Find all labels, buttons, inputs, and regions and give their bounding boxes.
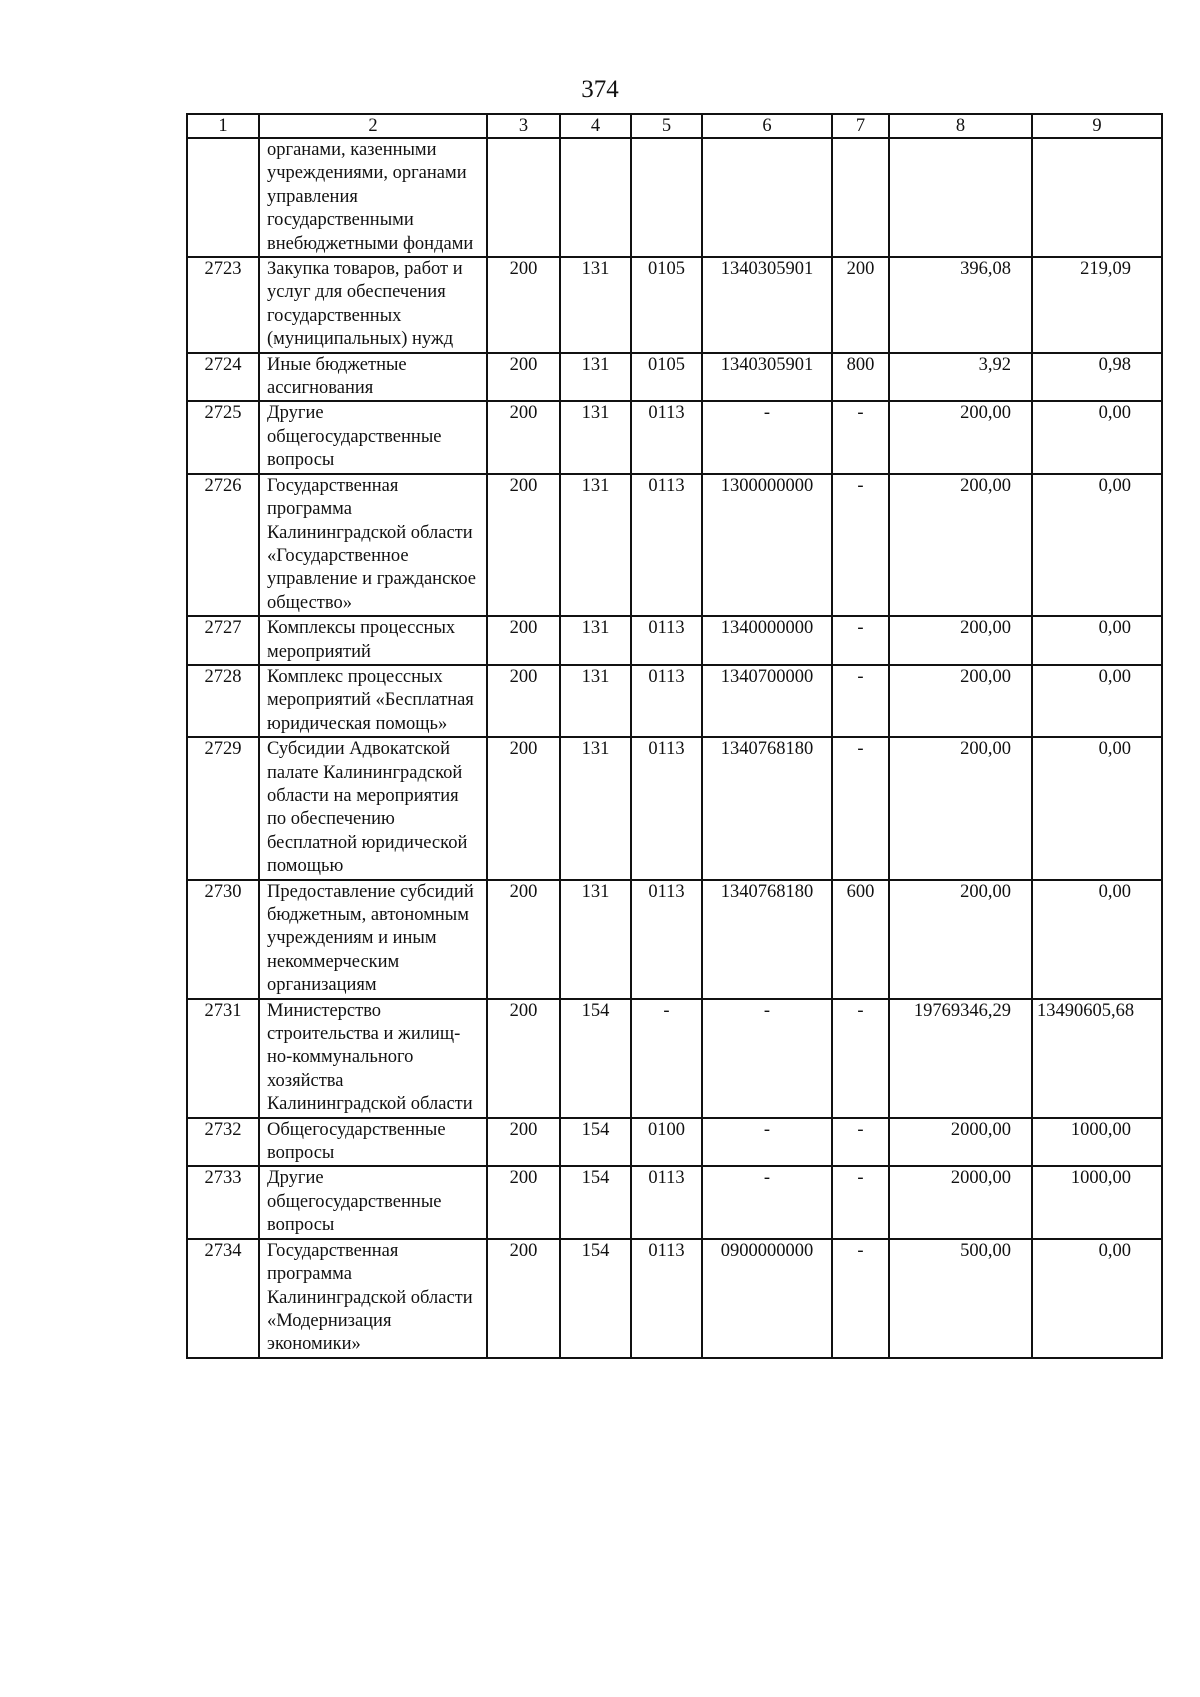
col7-cell: - — [832, 1166, 889, 1238]
table-row — [187, 1239, 1162, 1358]
row-name-cell: Министерство строительства и жилищ-но-коммунального хозяйства Калининградской области — [259, 999, 487, 1118]
table-row — [187, 1118, 1162, 1167]
col-header: 2 — [259, 114, 487, 138]
col-header: 6 — [702, 114, 832, 138]
header-row — [187, 114, 1162, 138]
col3-cell: 200 — [487, 999, 560, 1118]
page-number: 374 — [581, 76, 619, 103]
col3-cell: 200 — [487, 401, 560, 473]
table-row — [187, 1166, 1162, 1238]
row-number-cell: 2724 — [187, 353, 259, 402]
col7-cell: - — [832, 999, 889, 1118]
col4-cell: 131 — [560, 616, 631, 665]
col6-cell: - — [702, 1118, 832, 1167]
amount-col8-cell: 200,00 — [889, 665, 1032, 737]
col-header: 3 — [487, 114, 560, 138]
col5-cell: 0113 — [631, 616, 702, 665]
table-row — [187, 138, 1162, 257]
col6-cell: 1340305901 — [702, 353, 832, 402]
table-row — [187, 737, 1162, 879]
col4-cell: 131 — [560, 737, 631, 879]
col6-cell — [702, 138, 832, 257]
col3-cell: 200 — [487, 1166, 560, 1238]
amount-col9-cell: 0,00 — [1032, 880, 1162, 999]
col3-cell: 200 — [487, 474, 560, 616]
col6-cell: 1340768180 — [702, 880, 832, 999]
amount-col8-cell: 200,00 — [889, 616, 1032, 665]
col-header: 9 — [1032, 114, 1162, 138]
budget-table — [186, 113, 1163, 1359]
row-number-cell: 2725 — [187, 401, 259, 473]
col5-cell: 0113 — [631, 1239, 702, 1358]
row-name-cell: Государственная программа Калининградской области «Государственное управление и гражданское общество» — [259, 474, 487, 616]
row-name-cell: Комплексы процессных мероприятий — [259, 616, 487, 665]
amount-col8-cell: 200,00 — [889, 880, 1032, 999]
row-name-cell: Государственная программа Калининградской области «Модернизация экономики» — [259, 1239, 487, 1358]
amount-col9-cell: 0,98 — [1032, 353, 1162, 402]
col6-cell: - — [702, 999, 832, 1118]
col6-cell: 1340305901 — [702, 257, 832, 353]
col4-cell — [560, 138, 631, 257]
amount-col9-cell: 13490605,68 — [1032, 999, 1162, 1118]
row-number-cell: 2723 — [187, 257, 259, 353]
amount-col8-cell: 500,00 — [889, 1239, 1032, 1358]
row-name-cell: Комплекс процессных мероприятий «Бесплатная юридическая помощь» — [259, 665, 487, 737]
col5-cell: - — [631, 999, 702, 1118]
row-number-cell: 2732 — [187, 1118, 259, 1167]
amount-col8-cell — [889, 138, 1032, 257]
col4-cell: 131 — [560, 880, 631, 999]
row-number-cell: 2729 — [187, 737, 259, 879]
col5-cell: 0113 — [631, 737, 702, 879]
amount-col9-cell: 0,00 — [1032, 1239, 1162, 1358]
col5-cell: 0105 — [631, 257, 702, 353]
col4-cell: 154 — [560, 1239, 631, 1358]
col7-cell: - — [832, 1118, 889, 1167]
col-header: 5 — [631, 114, 702, 138]
row-number-cell: 2727 — [187, 616, 259, 665]
col4-cell: 131 — [560, 474, 631, 616]
row-number-cell: 2728 — [187, 665, 259, 737]
row-name-cell: Общегосударственные вопросы — [259, 1118, 487, 1167]
table-row — [187, 401, 1162, 473]
col-header: 8 — [889, 114, 1032, 138]
amount-col8-cell: 200,00 — [889, 737, 1032, 879]
col3-cell: 200 — [487, 353, 560, 402]
table-row — [187, 999, 1162, 1118]
row-number-cell: 2730 — [187, 880, 259, 999]
row-name-cell: Другие общегосударственные вопросы — [259, 1166, 487, 1238]
col3-cell: 200 — [487, 616, 560, 665]
col6-cell: 0900000000 — [702, 1239, 832, 1358]
col4-cell: 131 — [560, 353, 631, 402]
col3-cell: 200 — [487, 1118, 560, 1167]
col6-cell: - — [702, 401, 832, 473]
col6-cell: 1340000000 — [702, 616, 832, 665]
amount-col9-cell: 0,00 — [1032, 665, 1162, 737]
amount-col9-cell: 1000,00 — [1032, 1118, 1162, 1167]
amount-col8-cell: 2000,00 — [889, 1118, 1032, 1167]
col7-cell: 800 — [832, 353, 889, 402]
col7-cell: - — [832, 665, 889, 737]
col4-cell: 154 — [560, 1166, 631, 1238]
row-name-cell: Иные бюджетные ассигнования — [259, 353, 487, 402]
col4-cell: 154 — [560, 1118, 631, 1167]
col5-cell: 0113 — [631, 474, 702, 616]
amount-col8-cell: 2000,00 — [889, 1166, 1032, 1238]
table-row — [187, 880, 1162, 999]
col3-cell — [487, 138, 560, 257]
row-name-cell: Закупка товаров, работ и услуг для обеспечения государственных (муниципальных) нужд — [259, 257, 487, 353]
col5-cell: 0100 — [631, 1118, 702, 1167]
row-number-cell: 2726 — [187, 474, 259, 616]
col4-cell: 131 — [560, 401, 631, 473]
col7-cell: 600 — [832, 880, 889, 999]
col7-cell: 200 — [832, 257, 889, 353]
col3-cell: 200 — [487, 737, 560, 879]
row-number-cell: 2731 — [187, 999, 259, 1118]
col-header: 4 — [560, 114, 631, 138]
col3-cell: 200 — [487, 665, 560, 737]
col7-cell: - — [832, 616, 889, 665]
row-number-cell: 2733 — [187, 1166, 259, 1238]
col7-cell: - — [832, 737, 889, 879]
col7-cell: - — [832, 1239, 889, 1358]
col3-cell: 200 — [487, 880, 560, 999]
row-name-cell: Предоставление субсидий бюджетным, автономным учреждениям и иным некоммерческим организациям — [259, 880, 487, 999]
col5-cell: 0105 — [631, 353, 702, 402]
col3-cell: 200 — [487, 1239, 560, 1358]
table-row — [187, 353, 1162, 402]
amount-col8-cell: 3,92 — [889, 353, 1032, 402]
amount-col8-cell: 19769346,29 — [889, 999, 1032, 1118]
col4-cell: 131 — [560, 665, 631, 737]
col3-cell: 200 — [487, 257, 560, 353]
col7-cell — [832, 138, 889, 257]
col5-cell: 0113 — [631, 401, 702, 473]
amount-col9-cell: 0,00 — [1032, 474, 1162, 616]
row-number-cell: 2734 — [187, 1239, 259, 1358]
row-number-cell — [187, 138, 259, 257]
col7-cell: - — [832, 401, 889, 473]
row-name-cell: Другие общегосударственные вопросы — [259, 401, 487, 473]
col5-cell: 0113 — [631, 1166, 702, 1238]
row-name-cell: Субсидии Адвокатской палате Калининградской области на мероприятия по обеспечению бесплатной юридической помощью — [259, 737, 487, 879]
amount-col8-cell: 200,00 — [889, 474, 1032, 616]
row-name-cell: органами, казенными учреждениями, органами управления государственными внебюджетными фондами — [259, 138, 487, 257]
col6-cell: 1340768180 — [702, 737, 832, 879]
col6-cell: 1340700000 — [702, 665, 832, 737]
table-row — [187, 616, 1162, 665]
col4-cell: 131 — [560, 257, 631, 353]
col6-cell: 1300000000 — [702, 474, 832, 616]
col5-cell: 0113 — [631, 665, 702, 737]
col4-cell: 154 — [560, 999, 631, 1118]
amount-col9-cell: 0,00 — [1032, 401, 1162, 473]
amount-col8-cell: 200,00 — [889, 401, 1032, 473]
col6-cell: - — [702, 1166, 832, 1238]
amount-col8-cell: 396,08 — [889, 257, 1032, 353]
amount-col9-cell: 0,00 — [1032, 737, 1162, 879]
col5-cell — [631, 138, 702, 257]
table-row — [187, 257, 1162, 353]
amount-col9-cell: 0,00 — [1032, 616, 1162, 665]
amount-col9-cell: 1000,00 — [1032, 1166, 1162, 1238]
col-header: 1 — [187, 114, 259, 138]
col5-cell: 0113 — [631, 880, 702, 999]
col-header: 7 — [832, 114, 889, 138]
table-row — [187, 665, 1162, 737]
col7-cell: - — [832, 474, 889, 616]
amount-col9-cell — [1032, 138, 1162, 257]
table-row — [187, 474, 1162, 616]
amount-col9-cell: 219,09 — [1032, 257, 1162, 353]
